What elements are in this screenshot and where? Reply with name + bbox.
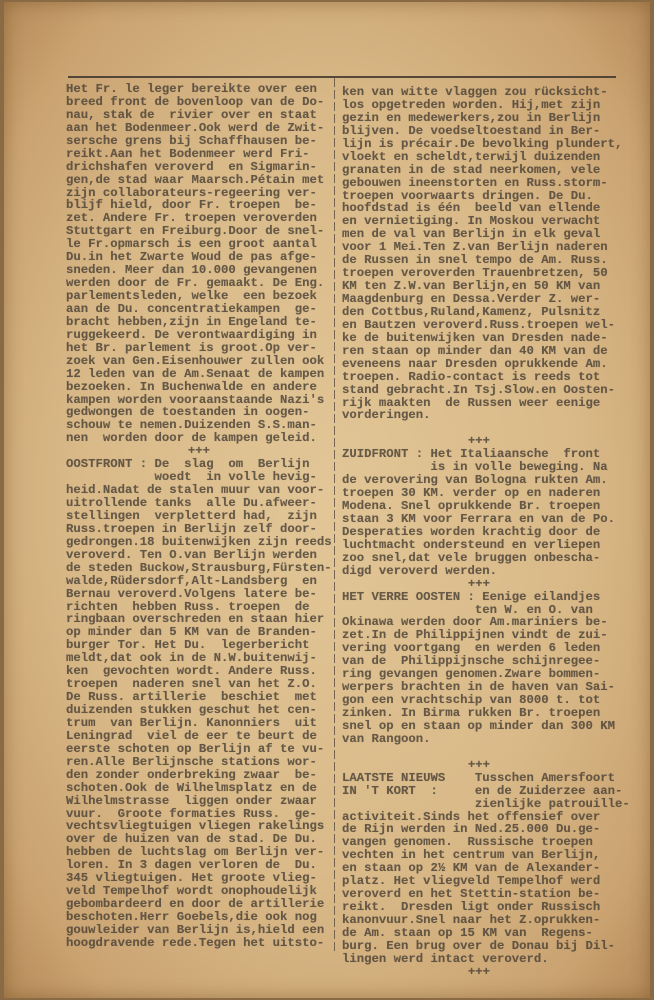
text-line: Modena. Snel oprukkende Br. troepen <box>342 499 601 513</box>
text-line: zet.In de Philippijnen vindt de zui- <box>342 628 608 643</box>
text-line: activiteit.Sinds het offensief over <box>342 809 601 824</box>
section-separator: +++ <box>467 434 491 449</box>
text-line: troepen veroverden Trauenbretzen, 50 <box>342 266 608 281</box>
text-line: op minder dan 5 KM van de Branden- <box>66 625 317 640</box>
text-line: gon een vrachtschip van 8000 t. tot <box>342 693 601 708</box>
section-separator: +++ <box>467 576 491 591</box>
text-line: hebben de luchtslag om Berlijn ver- <box>66 845 325 860</box>
text-line: troepen. Radio-contact is reeds tot <box>342 369 601 384</box>
text-line: ken gevochten wordt. Andere Russ. <box>66 664 317 679</box>
text-line: ren.Alle Berlijnsche stations wor- <box>66 754 317 769</box>
text-line: Okinawa werden door Am.mariniers be- <box>342 615 608 630</box>
top-rule-divider <box>68 76 616 78</box>
text-line: gezin en medewerkers,zou in Berlijn <box>342 110 601 125</box>
text-line: gen,de stad waar Maarsch.Pétain met <box>66 172 325 187</box>
text-line: bezoeken. In Buchenwalde en andere <box>66 379 317 394</box>
text-line: schouw te nemen.Duizenden S.S.man- <box>66 418 317 433</box>
text-line: De Russ. artillerie beschiet met <box>66 690 317 705</box>
text-line: trum van Berlijn. Kanonniers uit <box>66 715 317 730</box>
text-line: granaten in de stad neerkomen, vele <box>342 162 601 177</box>
text-line: de Am. staan op 15 KM van Regens- <box>342 925 593 940</box>
text-line: blijven. De voedseltoestand in Ber- <box>342 123 601 138</box>
text-line: gouwleider van Berlijn is,hield een <box>66 922 325 937</box>
text-line: lijn is précair.De bevolking plundert, <box>342 136 623 151</box>
text-line: ring gevangen genomen.Zware bommen- <box>342 667 601 682</box>
text-line: rijk maakten de Russen weer eenige <box>342 395 601 410</box>
text-line: duizenden stukken geschut het cen- <box>66 703 317 717</box>
text-line: vering voortgang en werden 6 leden <box>342 641 601 656</box>
blank-line <box>342 746 616 759</box>
text-line: den Cottbus,Ruland,Kamenz, Pulsnitz <box>342 304 601 319</box>
text-line: hoogdravende rede.Tegen het uitsto- <box>66 935 325 950</box>
text-line: stand gebracht.In Tsj.Slow.en Oosten- <box>342 382 616 397</box>
text-line: uitrollende tanks alle Du.afweer- <box>66 496 317 510</box>
section-separator: +++ <box>467 964 491 979</box>
text-line: burger Tor. Het Du. legerbericht <box>66 638 310 653</box>
text-line: den zonder onderbreking zwaar be- <box>66 767 317 782</box>
text-line: ruggekeerd. De verontwaardiging in <box>66 327 317 342</box>
text-line: lingen werd intact veroverd. <box>342 951 549 966</box>
column-divider <box>334 78 335 954</box>
text-line: 345 vliegtuigen. Het groote vlieg- <box>66 871 317 886</box>
text-line: en Bautzen veroverd.Russ.troepen wel- <box>342 317 616 332</box>
text-line: gedwongen de toestanden in oogen- <box>66 405 310 420</box>
text-line: sneden. Meer dan 10.000 gevangenen <box>66 263 317 278</box>
text-line: schoten.Ook de Wilhelmsplatz en de <box>66 780 317 795</box>
text-line: werden door de Fr. gemaakt. De Eng. <box>66 276 325 291</box>
text-line: werpers brachten in de haven van Sai- <box>342 680 616 695</box>
newspaper-page <box>4 2 650 998</box>
text-line: vloekt en scheldt,terwijl duizenden <box>342 149 601 164</box>
text-line: van Rangoon. <box>342 731 431 746</box>
text-line: de Rijn werden in Ned.25.000 Du.ge- <box>342 822 601 837</box>
text-line: is in volle beweging. Na <box>342 460 608 475</box>
text-line: burg. Een brug over de Donau bij Dil- <box>342 938 616 953</box>
text-line: heid.Nadat de stalen muur van voor- <box>66 483 325 498</box>
text-line: troepen 30 KM. verder op en naderen <box>342 486 601 501</box>
text-line: woedt in volle hevig- <box>66 470 317 485</box>
text-line: veroverd. Ten O.van Berlijn werden <box>66 547 317 562</box>
text-line: gebouwen ineenstorten en Russ.storm- <box>342 175 608 190</box>
text-line: Du.in het Zwarte Woud de pas afge- <box>66 250 317 265</box>
text-line: over de huizen van de stad. De Du. <box>66 832 317 847</box>
text-line: KM ten Z.W.van Berlijn,en 50 KM van <box>342 279 601 294</box>
text-line: bracht hebben,zijn in Engeland te- <box>66 314 317 329</box>
text-line: Desperaties worden krachtig door de <box>342 524 601 539</box>
text-line: gebombardeerd en door de artillerie <box>66 897 325 912</box>
text-line: vangen genomen. Russische troepen <box>342 835 593 850</box>
text-line: ZUIDFRONT : Het Italiaansche front <box>342 447 601 462</box>
text-line: troepen naderen snel van het Z.O. <box>66 677 317 692</box>
text-line: nau, stak de rivier over en staat <box>66 107 317 122</box>
text-line: Russ.troepen in Berlijn zelf door- <box>66 521 317 536</box>
text-line: Wilhelmstrasse liggen onder zwaar <box>66 793 317 808</box>
text-line: zoek van Gen.Eisenhouwer zullen ook <box>66 353 325 368</box>
text-line: veld Tempelhof wordt onophoudelijk <box>66 884 317 899</box>
text-line: het Br. parlement is groot.Op ver- <box>66 340 317 355</box>
text-line: zoo snel,dat vele bruggen onbescha- <box>342 550 601 565</box>
text-line: Het Fr. le leger bereikte over een <box>66 82 317 96</box>
text-line: ringbaan overschreden en staan hier <box>66 612 325 627</box>
text-line: LAATSTE NIEUWS Tusschen Amersfoort <box>342 770 616 785</box>
text-line: HET VERRE OOSTEN : Eenige eilandjes <box>342 589 601 604</box>
text-line: men de val van Berlijn in elk geval <box>342 227 601 242</box>
text-line: troepen voorwaarts dringen. De Du. <box>342 188 593 203</box>
text-line: vechtsvliegtuigen vliegen rakelings <box>66 819 325 834</box>
text-line: sersche grens bij Schaffhausen be- <box>66 133 317 148</box>
text-line: zet. Andere Fr. troepen veroverden <box>66 211 317 226</box>
text-line: aan de Du. concentratiekampen ge- <box>66 301 317 316</box>
section-separator: +++ <box>467 757 491 772</box>
text-line: vorderingen. <box>342 408 431 423</box>
right-column <box>342 85 630 979</box>
text-line: aan het Bodenmeer.Ook werd de Zwit- <box>66 120 325 135</box>
text-line: reikt.Aan het Bodenmeer werd Fri- <box>66 146 310 161</box>
text-line: veroverd en het Stettin-station be- <box>342 887 601 902</box>
text-line: gedrongen.18 buitenwijken zijn reeds <box>66 534 332 549</box>
text-line: zienlijke patrouille- <box>342 796 630 811</box>
text-line: richten hebben Russ. troepen de <box>66 599 310 614</box>
text-line: de verovering van Bologna rukten Am. <box>342 473 608 488</box>
text-line: OOSTFRONT : De slag om Berlijn <box>66 457 310 472</box>
text-line: reikt. Dresden ligt onder Russisch <box>342 900 601 915</box>
text-line: snel op en staan op minder dan 300 KM <box>342 718 616 733</box>
text-line: ke de buitenwijken van Dresden nade- <box>342 330 608 345</box>
text-line: nen worden door de kampen geleid. <box>66 431 317 446</box>
text-line: stellingen verpletterd had, zijn <box>66 508 317 523</box>
text-line: hoofdstad is één beeld van ellende <box>342 201 601 216</box>
text-line: beschoten.Herr Goebels,die ook nog <box>66 910 317 924</box>
text-line: blijf hield, door Fr. troepen be- <box>66 198 317 213</box>
text-line: walde,Rüdersdorf,Alt-Landsberg en <box>66 573 317 588</box>
text-line: los opgetreden worden. Hij,met zijn <box>342 97 601 112</box>
text-line: platz. Het vliegveld Tempelhof werd <box>342 874 601 889</box>
text-line: meldt,dat ook in de N.W.buitenwij- <box>66 651 317 666</box>
text-line: luchtmacht ondersteund en verliepen <box>342 537 601 552</box>
text-line: drichshafen veroverd en Sigmarin- <box>66 159 317 174</box>
text-line: ten W. en O. van <box>342 602 593 617</box>
text-line: de Russen in snel tempo de Am. Russ. <box>342 253 608 268</box>
text-line: vuur. Groote formaties Russ. ge- <box>66 806 317 821</box>
text-line: Maagdenburg en Dessa.Verder Z. wer- <box>342 292 601 306</box>
text-line: eveneens naar Dresden oprukkende Am. <box>342 356 608 371</box>
text-line: digd veroverd werden. <box>342 563 497 578</box>
text-line: le Fr.opmarsch is een groot aantal <box>66 237 317 252</box>
left-column <box>66 83 332 950</box>
section-separator: +++ <box>187 444 211 459</box>
text-line: Leningrad viel de eer te beurt de <box>66 728 317 743</box>
text-line: eerste schoten op Berlijn af te vu- <box>66 741 325 756</box>
text-line: breed front de bovenloop van de Do- <box>66 94 325 109</box>
text-line: en staan op 2½ KM van de Alexander- <box>342 861 601 876</box>
text-line: ren staan op minder dan 40 KM van de <box>342 343 608 358</box>
text-line: IN 'T KORT : en de Zuiderzee aan- <box>342 783 623 798</box>
text-line: kanonvuur.Snel naar het Z.oprukken- <box>342 913 601 927</box>
text-line: Bernau veroverd.Volgens latere be- <box>66 586 317 601</box>
text-line: kampen worden vooraanstaande Nazi's <box>66 392 325 407</box>
text-line: en vernietiging. In Moskou verwacht <box>342 214 601 229</box>
text-line: loren. In 3 dagen verloren de Du. <box>66 858 317 873</box>
text-line: vechten in het centrum van Berlijn, <box>342 848 601 863</box>
text-line: voor 1 Mei.Ten Z.van Berlijn naderen <box>342 240 608 255</box>
text-line: 12 leden van de Am.Senaat de kampen <box>66 366 325 381</box>
text-line: staan 3 KM voor Ferrara en van de Po. <box>342 511 616 526</box>
text-line: zijn collaborateurs-regeering ver- <box>66 185 317 200</box>
text-line: van de Philippijnsche schijnregee- <box>342 654 601 669</box>
text-line: Stuttgart en Freiburg.Door de snel- <box>66 224 325 239</box>
text-line: ken van witte vlaggen zou rücksicht- <box>342 85 608 99</box>
text-line: de steden Buckow,Strausburg,Fürsten- <box>66 560 332 575</box>
text-line: zinken. In Birma rukken Br. troepen <box>342 706 601 720</box>
text-line: parlementsleden, welke een bezoek <box>66 289 317 303</box>
